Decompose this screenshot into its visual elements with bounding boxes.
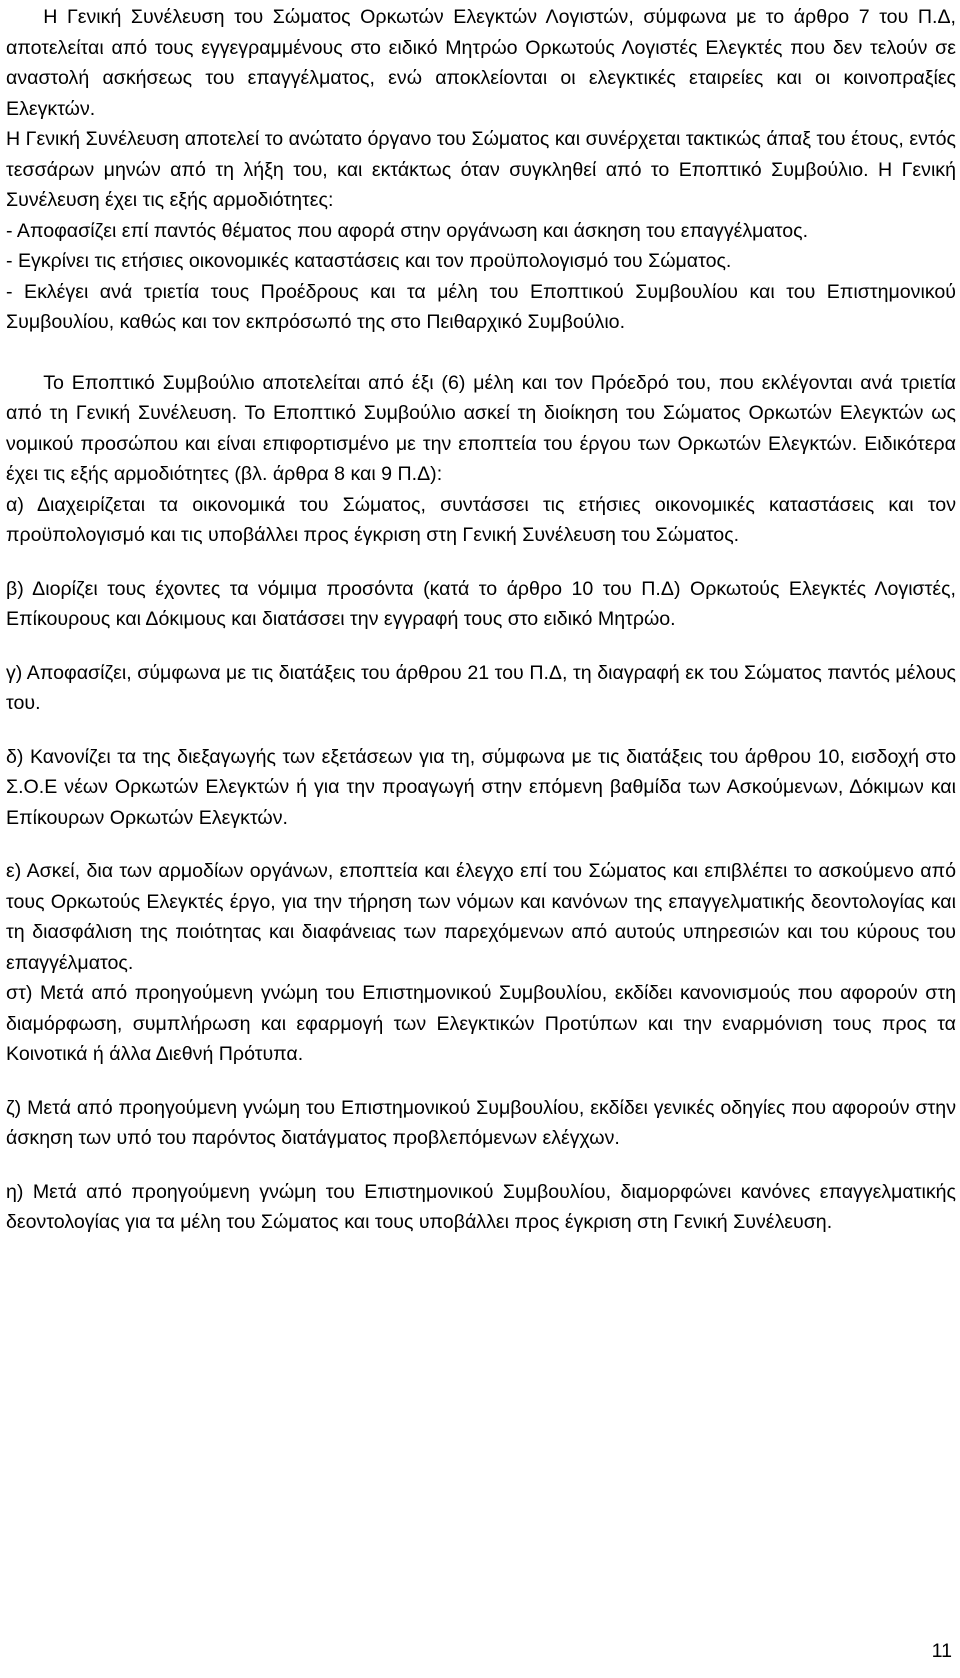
paragraph-item-z: ζ) Μετά από προηγούμενη γνώμη του Επιστημονικού Συμβουλίου, εκδίδει γενικές οδηγίες που αφορούν στην άσκηση των υπό του παρόντος διατάγματος προβλεπόμενων ελέγχων. bbox=[6, 1096, 956, 1149]
paragraph-item-e: ε) Ασκεί, δια των αρμοδίων οργάνων, εποπτεία και έλεγχο επί του Σώματος και επιβλέπει το ασκούμενο από τους Ορκωτούς Ελεγκτές έργο, για την τήρηση των νόμων και κανόνων της επαγγελματικής δεοντολογίας και τη διασφάλιση της ποιότητας και διαφάνειας των παρεχόμενων από αυτούς υπηρεσιών και του κύρους του επαγγέλματος. bbox=[6, 860, 956, 974]
paragraph-item-a: α) Διαχειρίζεται τα οικονομικά του Σώματος, συντάσσει τις ετήσιες οικονομικές καταστάσεις και τον προϋπολογισμό και τις υποβάλλει προς έγκριση στη Γενική Συνέλευση του Σώματος. bbox=[6, 493, 956, 546]
paragraph-duty-organization: - Αποφασίζει επί παντός θέματος που αφορά στην οργάνωση και άσκηση του επαγγέλματος. bbox=[6, 219, 809, 242]
paragraph-general-assembly-role: Η Γενική Συνέλευση αποτελεί το ανώτατο όργανο του Σώματος και συνέρχεται τακτικώς άπαξ του έτους, εντός τεσσάρων μηνών από τη λήξη του, και εκτάκτως όταν συγκληθεί από το Εποπτικό Συμβούλιο. Η Γενική Συνέλευση έχει τις εξής αρμοδιότητες: bbox=[6, 128, 956, 211]
paragraph-general-assembly-composition: Η Γενική Συνέλευση του Σώματος Ορκωτών Ελεγκτών Λογιστών, σύμφωνα με το άρθρο 7 του Π.Δ, αποτελείται από τους εγγεγραμμένους στο ειδικό Μητρώο Ορκωτούς Λογιστές Ελεγκτές που δεν τελούν σε αναστολή ασκήσεως του επαγγέλματος, ενώ αποκλείονται οι ελεγκτικές εταιρείες και οι κοινοπραξίες Ελεγκτών. bbox=[6, 6, 956, 120]
paragraph-item-st: στ) Μετά από προηγούμενη γνώμη του Επιστημονικού Συμβουλίου, εκδίδει κανονισμούς που αφορούν στη διαμόρφωση, συμπλήρωση και εφαρμογή των Ελεγκτικών Προτύπων και την εναρμόνιση τους προς τα Κοινοτικά ή άλλα Διεθνή Πρότυπα. bbox=[6, 982, 956, 1065]
paragraph-item-c: γ) Αποφασίζει, σύμφωνα με τις διατάξεις του άρθρου 21 του Π.Δ, τη διαγραφή εκ του Σώματος παντός μέλους του. bbox=[6, 661, 956, 714]
paragraph-item-h: η) Μετά από προηγούμενη γνώμη του Επιστημονικού Συμβουλίου, διαμορφώνει κανόνες επαγγελματικής δεοντολογίας για τα μέλη του Σώματος και τους υποβάλλει προς έγκριση στη Γενική Συνέλευση. bbox=[6, 1180, 956, 1233]
paragraph-item-b: β) Διορίζει τους έχοντες τα νόμιμα προσόντα (κατά το άρθρο 10 του Π.Δ) Ορκωτούς Ελεγκτές Λογιστές, Επίκουρους και Δόκιμους και διατάσσει την εγγραφή τους στο ειδικό Μητρώο. bbox=[6, 577, 956, 630]
document-page bbox=[6, 2, 956, 1238]
paragraph-duty-elections: - Εκλέγει ανά τριετία τους Προέδρους και τα μέλη του Εποπτικού Συμβουλίου και του Επιστημονικού Συμβουλίου, καθώς και τον εκπρόσωπό της στο Πειθαρχικό Συμβούλιο. bbox=[6, 280, 956, 333]
paragraph-supervisory-board: Το Εποπτικό Συμβούλιο αποτελείται από έξι (6) μέλη και τον Πρόεδρό του, που εκλέγονται ανά τριετία από τη Γενική Συνέλευση. Το Εποπτικό Συμβούλιο ασκεί τη διοίκηση του Σώματος Ορκωτών Ελεγκτών ως νομικού προσώπου και είναι επιφορτισμένο με την εποπτεία του έργου των Ορκωτών Ελεγκτών. Ειδικότερα έχει τις εξής αρμοδιότητες (βλ. άρθρα 8 και 9 Π.Δ): bbox=[6, 371, 956, 485]
page-number: 11 bbox=[931, 1640, 952, 1662]
paragraph-duty-financial-statements: - Εγκρίνει τις ετήσιες οικονομικές καταστάσεις και τον προϋπολογισμό του Σώματος. bbox=[6, 250, 732, 272]
paragraph-item-d: δ) Κανονίζει τα της διεξαγωγής των εξετάσεων για τη, σύμφωνα με τις διατάξεις του άρθρου 10, εισδοχή στο Σ.Ο.Ε νέων Ορκωτών Ελεγκτών ή για την προαγωγή στην επόμενη βαθμίδα των Ασκούμενων, Δόκιμων και Επίκουρων Ορκωτών Ελεγκτών. bbox=[6, 745, 956, 829]
